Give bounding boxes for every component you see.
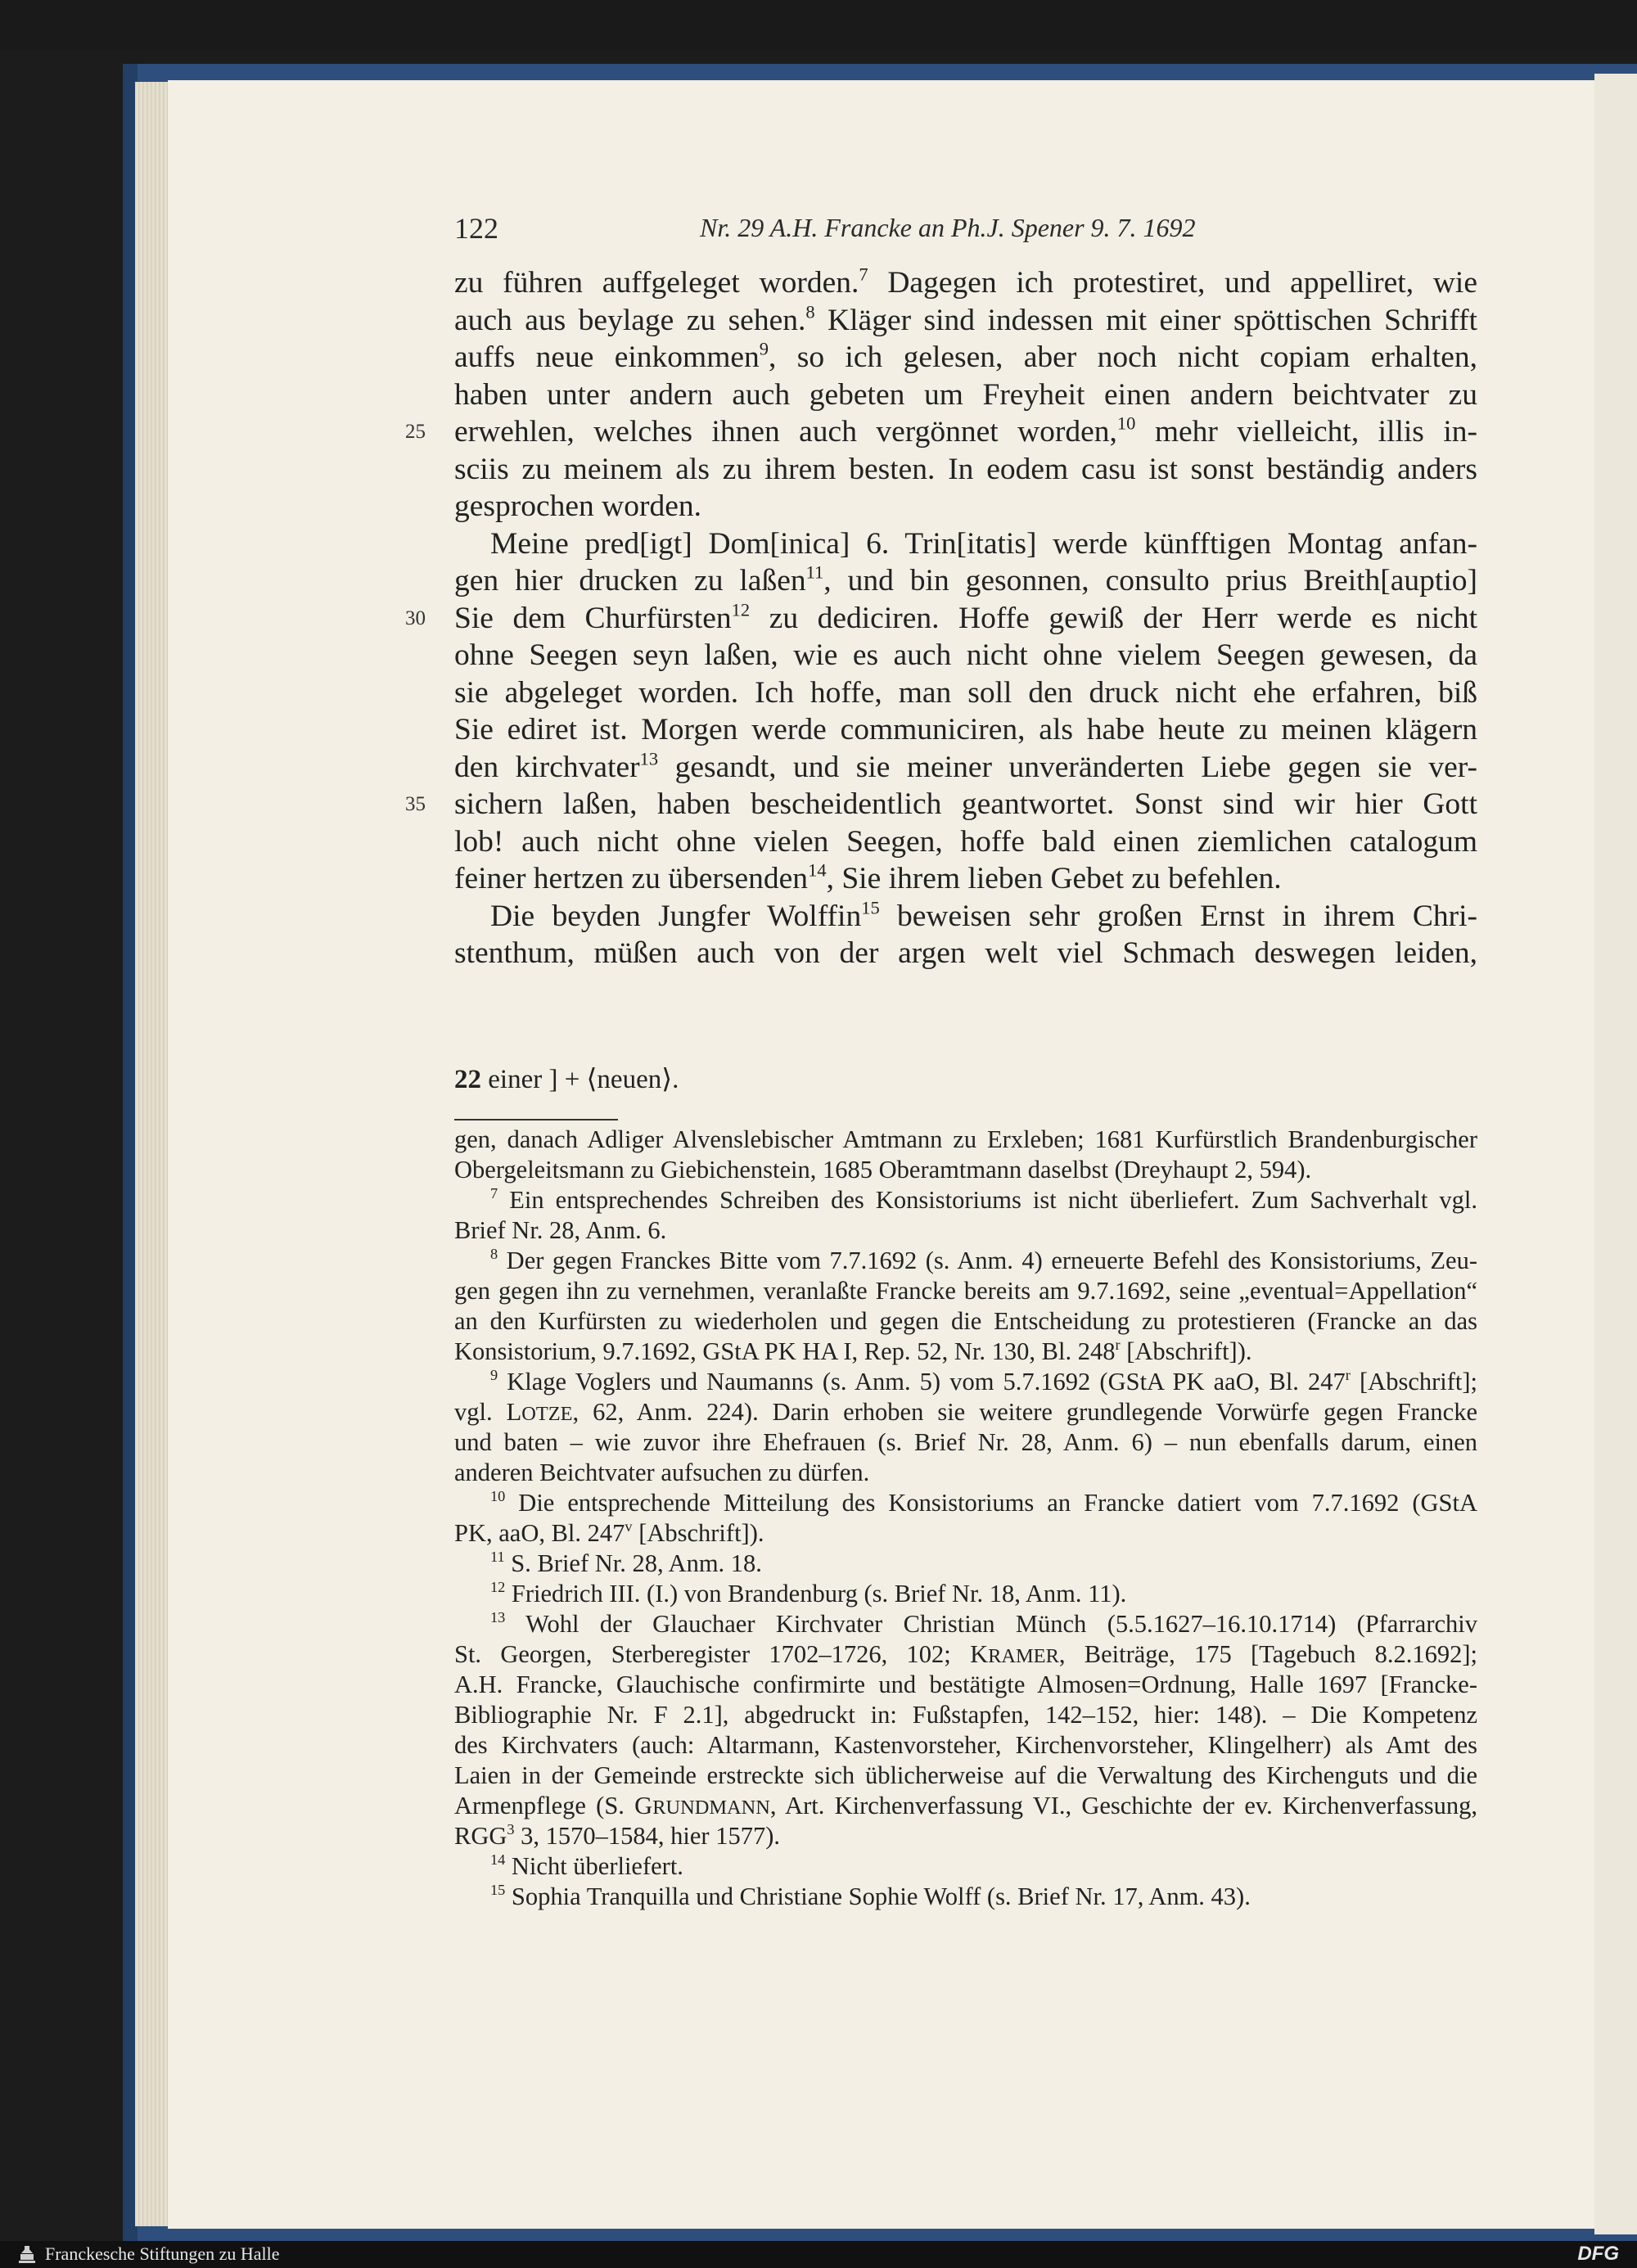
text-line [454,860,1477,898]
text-line [454,823,1477,861]
line-number: 30 [405,606,426,629]
text-line [454,302,1477,340]
line-text: auffs neue einkommen$^9$, so ich gelesen, aber noch nicht copiam erhalten, [454,338,1477,374]
line-text: haben unter andern auch gebeten um Freyheit einen andern beichtvater zu [454,377,1477,412]
footnote-line: anderen Beichtvater aufsuchen zu dürfen. [454,1459,870,1486]
funder-logo: DFG [1577,2243,1619,2265]
line-text: Sie dem Churfürsten$^{12}$ zu dediciren. Hoffe gewiß der Herr werde es nicht [454,598,1477,635]
footnote-line: A.H. Francke, Glauchische confirmirte und bestätigte Almosen=Ordnung, Halle 1697 [Francke- [454,1671,1477,1698]
text-line [454,637,1477,674]
institution-name: Franckesche Stiftungen zu Halle [45,2243,280,2264]
text-line [405,413,1477,451]
footnote-line: RGG$^3$ 3, 1570–1584, hier 1577). [454,1821,780,1850]
line-text: lob! auch nicht ohne vielen Seegen, hoffe bald einen ziemlichen catalogum [454,824,1477,859]
page-number: 122 [454,212,498,245]
page-edges [135,82,172,2226]
text-line [454,525,1477,563]
line-text: ohne Seegen seyn laßen, wie es auch nicht ohne vielem Seegen gewesen, da [454,638,1477,672]
text-line [454,562,1477,600]
footnote-line: an den Kurfürsten zu wiederholen und gegen die Entscheidung zu protestieren (Francke an das [454,1307,1477,1335]
footnote-line: Konsistorium, 9.7.1692, GStA PK HA I, Rep. 52, Nr. 130, Bl. 248$^r$ [Abschrift]). [454,1337,1252,1365]
text-line [454,339,1477,376]
line-text: Sie ediret ist. Morgen werde communiciren, als habe heute zu meinen klägern [454,713,1477,746]
footnote-line: St. Georgen, Sterberegister 1702–1726, 102; KRAMER, Beiträge, 175 [Tagebuch 8.2.1692]; [454,1640,1477,1668]
line-text: erwehlen, welches ihnen auch vergönnet worden,$^{10}$ mehr vielleicht, illis in- [454,413,1477,449]
line-text: zu führen auffgeleget worden.$^7$ Dagegen ich protestiret, und appelliret, wie [454,264,1477,300]
text-line [405,598,1477,638]
footnote-line: vgl. LOTZE, 62, Anm. 224). Darin erhoben sie weitere grundlegende Vorwürfe gegen Francke [454,1398,1477,1426]
footnote-line: $^{10}$ Die entsprechende Mitteilung des Konsistoriums an Francke datiert vom 7.7.1692 (GStA [490,1488,1477,1517]
line-number: 25 [405,421,426,443]
text-line [454,749,1477,787]
scan-background [0,0,1637,49]
footnote-line: $^{14}$ Nicht überliefert. [490,1851,683,1880]
footnote-line: Armenpflege (S. GRUNDMANN, Art. Kirchenverfassung VI., Geschichte der ev. Kirchenverfassung, [454,1792,1477,1819]
footnote-line: Obergeleitsmann zu Giebichenstein, 1685 Oberamtmann daselbst (Dreyhaupt 2, 594). [454,1156,1312,1184]
running-head [454,211,1232,252]
line-text: auch aus beylage zu sehen.$^8$ Kläger sind indessen mit einer spöttischen Schrifft [454,300,1477,337]
institution-logo-icon [18,2243,36,2265]
footnote-line: $^9$ Klage Voglers und Naumanns (s. Anm. 5) vom 5.7.1692 (GStA PK aaO, Bl. 247$^r$ [Abschrift]; [490,1367,1477,1396]
footnote-line: $^{12}$ Friedrich III. (I.) von Brandenburg (s. Brief Nr. 18, Anm. 11). [490,1579,1127,1607]
line-text: sichern laßen, haben bescheidentlich geantwortet. Sonst sind wir hier Gott [454,787,1477,821]
footnote-line: $^{15}$ Sophia Tranquilla und Christiane Sophie Wolff (s. Brief Nr. 17, Anm. 43). [490,1882,1251,1910]
critical-apparatus: 22 einer ] + ⟨neuen⟩. [454,1065,679,1094]
footnote-line: Laien in der Gemeinde erstreckte sich üblicherweise auf die Verwaltung des Kirchenguts und die [454,1761,1477,1789]
footnote-line: $^{13}$ Wohl der Glauchaer Kirchvater Christian Münch (5.5.1627–16.10.1714) (Pfarrarchiv [490,1609,1477,1638]
line-text: Die beyden Jungfer Wolffin$^{15}$ beweisen sehr großen Ernst in ihrem Chri- [490,896,1477,933]
line-text: Meine pred[igt] Dom[inica] 6. Trin[itatis] werde künfftigen Montag anfan- [490,526,1477,561]
line-text: sciis zu meinem als zu ihrem besten. In eodem casu ist sonst beständig anders [454,452,1477,486]
footnote-rule [454,1119,618,1120]
footnote-line: gen gegen ihn zu vernehmen, veranlaßte Francke bereits am 9.7.1692, seine „eventual=Appellation“ [454,1277,1477,1305]
line-number: 35 [405,793,426,815]
text-line [454,935,1477,972]
line-text: gesprochen worden. [454,489,701,523]
page-right-edge [1594,74,1637,2234]
line-text: sie abgeleget worden. Ich hoffe, man soll den druck nicht ehe erfahren, biß [454,675,1477,710]
text-line [454,451,1477,489]
text-line [454,898,1477,936]
footnote-line: $^{11}$ S. Brief Nr. 28, Anm. 18. [490,1549,762,1577]
text-line [405,786,1477,823]
footnote-line: PK, aaO, Bl. 247$^v$ [Abschrift]). [454,1518,764,1547]
text-line [454,488,1477,525]
text-line [454,674,1477,712]
text-line [454,264,1477,302]
footnote-line: $^8$ Der gegen Franckes Bitte vom 7.7.1692 (s. Anm. 4) erneuerte Befehl des Konsistoriums, Zeu- [490,1246,1477,1274]
text-line [454,711,1477,749]
line-text: den kirchvater$^{13}$ gesandt, und sie meiner unveränderten Liebe gegen sie ver- [454,747,1477,784]
letter-body [405,264,1477,972]
footnote-line: Bibliographie Nr. F 2.1], abgedruckt in: Fußstapfen, 142–152, hier: 148). – Die Kompetenz [454,1701,1477,1729]
footnote-line: gen, danach Adliger Alvenslebischer Amtmann zu Erxleben; 1681 Kurfürstlich Brandenburgischer [454,1125,1477,1153]
line-text: stenthum, müßen auch von der argen welt viel Schmach deswegen leiden, [454,936,1477,970]
text-line [454,376,1477,414]
footnote-line: des Kirchvaters (auch: Altarmann, Kastenvorsteher, Kirchenvorsteher, Klingelherr) als Amt des [454,1731,1477,1759]
line-text: feiner hertzen zu übersenden$^{14}$, Sie ihrem lieben Gebet zu befehlen. [454,859,1282,895]
line-text: gen hier drucken zu laßen$^{11}$, und bin gesonnen, consulto prius Breith[auptio] [454,561,1477,597]
footnote-line: $^7$ Ein entsprechendes Schreiben des Konsistoriums ist nicht überliefert. Zum Sachverhalt vgl. [490,1185,1477,1214]
footnote-line: und baten – wie zuvor ihre Ehefrauen (s. Brief Nr. 28, Anm. 6) – nun ebenfalls darum, einen [454,1428,1477,1456]
running-head-text: Nr. 29 A.H. Francke an Ph.J. Spener 9. 7. 1692 [700,213,1196,242]
footnotes [454,1125,1477,1912]
footnote-line: Brief Nr. 28, Anm. 6. [454,1216,667,1244]
